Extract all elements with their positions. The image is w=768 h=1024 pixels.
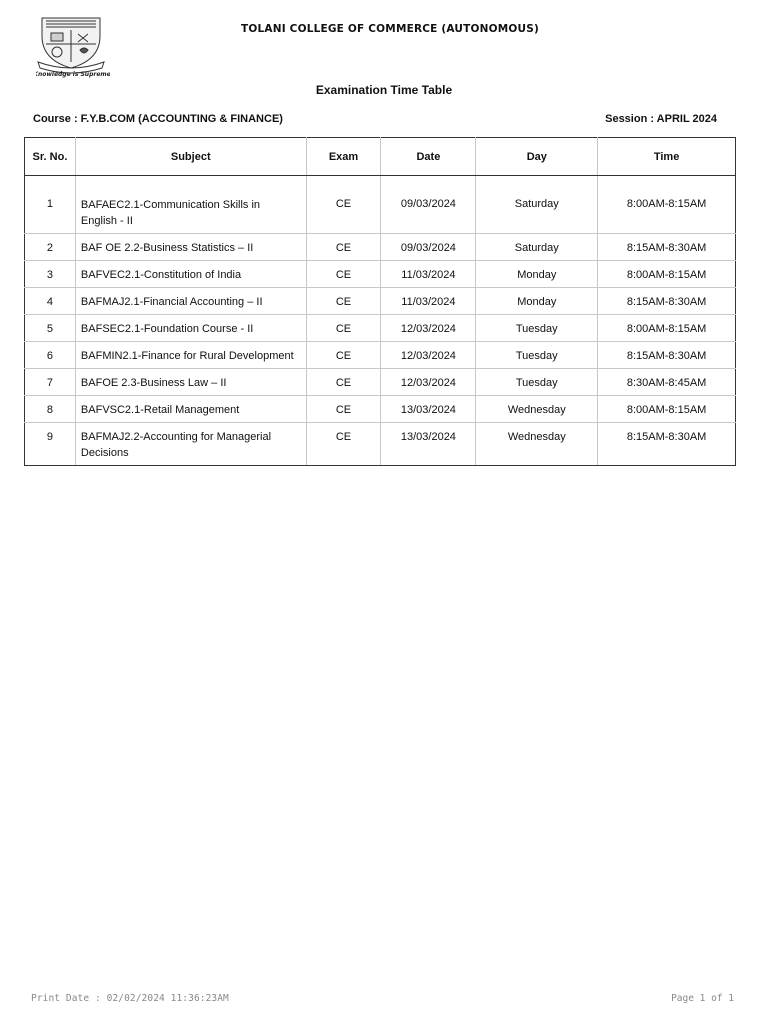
- table-row: [25, 315, 736, 342]
- cell-exam: CE: [306, 234, 381, 261]
- cell-subject: BAFMIN2.1-Finance for Rural Development: [75, 342, 306, 369]
- svg-text:Knowledge is Supreme: Knowledge is Supreme: [36, 71, 110, 78]
- page-number: Page 1 of 1: [671, 993, 734, 1004]
- cell-date: 13/03/2024: [381, 396, 476, 423]
- cell-sr-no: 7: [25, 369, 76, 396]
- cell-exam: CE: [306, 423, 381, 466]
- document-title: Examination Time Table: [315, 83, 453, 97]
- timetable: [24, 137, 736, 466]
- cell-time: 8:15AM-8:30AM: [598, 234, 736, 261]
- cell-sr-no: 2: [25, 234, 76, 261]
- cell-date: 12/03/2024: [381, 369, 476, 396]
- cell-sr-no: 8: [25, 396, 76, 423]
- cell-day: Tuesday: [476, 369, 598, 396]
- table-row: [25, 176, 736, 234]
- course-label: Course : F.Y.B.COM (ACCOUNTING & FINANCE): [33, 113, 283, 125]
- cell-exam: CE: [306, 396, 381, 423]
- print-date: Print Date : 02/02/2024 11:36:23AM: [31, 993, 229, 1004]
- table-row: [25, 423, 736, 466]
- table-row: [25, 396, 736, 423]
- cell-date: 13/03/2024: [381, 423, 476, 466]
- cell-subject: BAFSEC2.1-Foundation Course - II: [75, 315, 306, 342]
- cell-time: 8:15AM-8:30AM: [598, 342, 736, 369]
- cell-day: Saturday: [476, 176, 598, 234]
- cell-exam: CE: [306, 342, 381, 369]
- table-row: [25, 261, 736, 288]
- table-header-row: [25, 138, 736, 176]
- cell-date: 12/03/2024: [381, 342, 476, 369]
- table-row: [25, 369, 736, 396]
- cell-sr-no: 9: [25, 423, 76, 466]
- col-header-subject: Subject: [75, 138, 306, 176]
- cell-time: 8:00AM-8:15AM: [598, 261, 736, 288]
- cell-subject: BAFVEC2.1-Constitution of India: [75, 261, 306, 288]
- cell-subject: BAFMAJ2.1-Financial Accounting – II: [75, 288, 306, 315]
- cell-subject: BAF OE 2.2-Business Statistics – II: [75, 234, 306, 261]
- cell-sr-no: 1: [25, 176, 76, 234]
- cell-time: 8:15AM-8:30AM: [598, 423, 736, 466]
- cell-date: 12/03/2024: [381, 315, 476, 342]
- cell-time: 8:15AM-8:30AM: [598, 288, 736, 315]
- col-header-sr-no: Sr. No.: [25, 138, 76, 176]
- cell-day: Tuesday: [476, 342, 598, 369]
- table-row: [25, 288, 736, 315]
- cell-subject: BAFVSC2.1-Retail Management: [75, 396, 306, 423]
- cell-sr-no: 3: [25, 261, 76, 288]
- cell-date: 11/03/2024: [381, 288, 476, 315]
- cell-time: 8:00AM-8:15AM: [598, 396, 736, 423]
- col-header-date: Date: [381, 138, 476, 176]
- session-label: Session : APRIL 2024: [605, 113, 717, 125]
- col-header-exam: Exam: [306, 138, 381, 176]
- cell-time: 8:00AM-8:15AM: [598, 176, 736, 234]
- cell-date: 09/03/2024: [381, 176, 476, 234]
- col-header-day: Day: [476, 138, 598, 176]
- col-header-time: Time: [598, 138, 736, 176]
- cell-day: Monday: [476, 261, 598, 288]
- cell-date: 09/03/2024: [381, 234, 476, 261]
- cell-sr-no: 4: [25, 288, 76, 315]
- cell-time: 8:00AM-8:15AM: [598, 315, 736, 342]
- college-name: TOLANI COLLEGE OF COMMERCE (AUTONOMOUS): [241, 23, 539, 35]
- cell-time: 8:30AM-8:45AM: [598, 369, 736, 396]
- cell-day: Saturday: [476, 234, 598, 261]
- cell-exam: CE: [306, 315, 381, 342]
- cell-day: Wednesday: [476, 423, 598, 466]
- cell-day: Wednesday: [476, 396, 598, 423]
- cell-exam: CE: [306, 261, 381, 288]
- cell-day: Tuesday: [476, 315, 598, 342]
- table-row: [25, 234, 736, 261]
- table-row: [25, 342, 736, 369]
- cell-subject: BAFAEC2.1-Communication Skills in English - II: [75, 176, 306, 234]
- cell-sr-no: 5: [25, 315, 76, 342]
- cell-date: 11/03/2024: [381, 261, 476, 288]
- cell-subject: BAFMAJ2.2-Accounting for Managerial Decisions: [75, 423, 306, 466]
- cell-exam: CE: [306, 288, 381, 315]
- cell-day: Monday: [476, 288, 598, 315]
- cell-subject: BAFOE 2.3-Business Law – II: [75, 369, 306, 396]
- cell-exam: CE: [306, 369, 381, 396]
- cell-exam: CE: [306, 176, 381, 234]
- cell-sr-no: 6: [25, 342, 76, 369]
